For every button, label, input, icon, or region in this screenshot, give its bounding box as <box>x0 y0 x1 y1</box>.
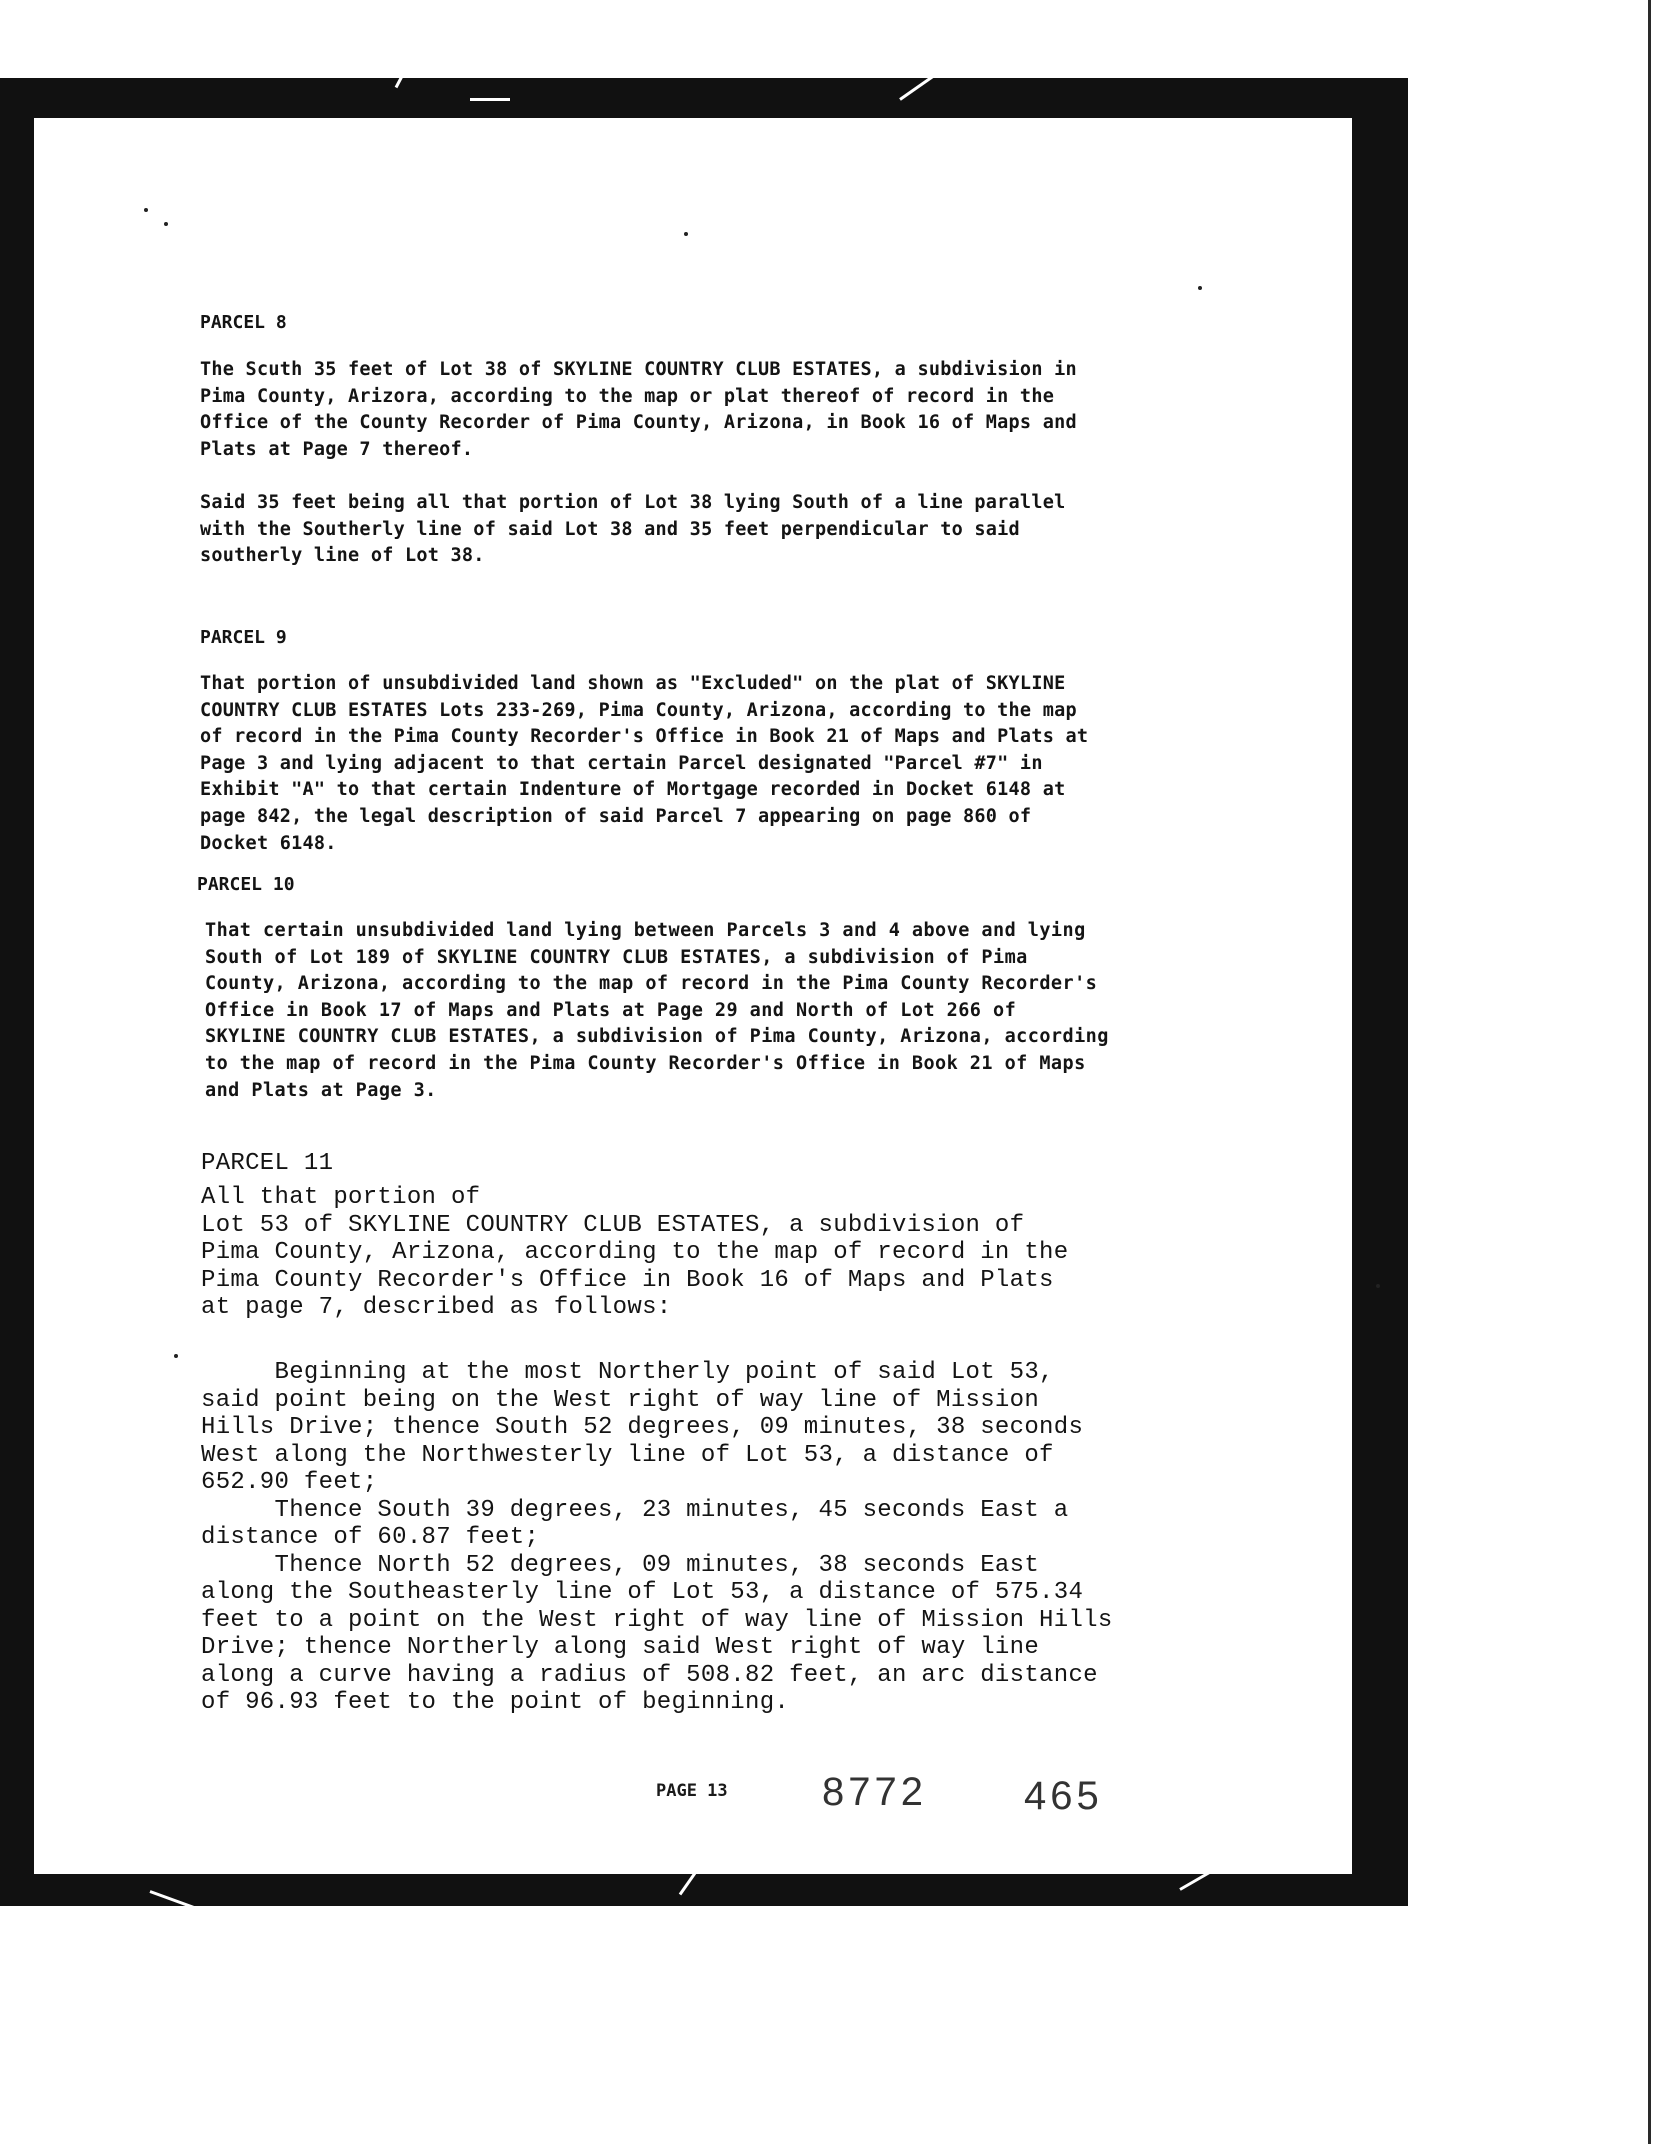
parcel-8-paragraph-1: The Scuth 35 feet of Lot 38 of SKYLINE COUNTRY CLUB ESTATES, a subdivision in Pima County, Arizora, according to the map or plat thereof of record in the Office of the County Recorder of Pima County, Arizona, in Book 16 of Maps and Plats at Page 7 thereof. <box>200 359 1077 460</box>
frame-scratch <box>149 1890 197 1910</box>
scan-speck <box>684 232 688 236</box>
frame-scratch <box>899 72 938 101</box>
photocopy-frame <box>0 78 1408 1906</box>
scan-speck <box>174 1354 178 1358</box>
parcel-11-paragraph-2: Beginning at the most Northerly point of said Lot 53, said point being on the West right of way line of Mission Hills Drive; thence South 52 degrees, 09 minutes, 38 seconds West along the Northwesterly line of Lot 53, a distance of 652.90 feet; Thence South 39 degrees, 23 minutes, 45 seconds East a distance of 60.87 feet; Thence North 52 degrees, 09 minutes, 38 seconds East along the Southeasterly line of Lot 53, a distance of 575.34 feet to a point on the West right of way line of Mission Hills Drive; thence Northerly along said West right of way line along a curve having a radius of 508.82 feet, an arc distance of 96.93 feet to the point of beginning. <box>201 1359 1113 1716</box>
parcel-9-heading: PARCEL 9 <box>200 627 287 648</box>
parcel-10-heading: PARCEL 10 <box>197 874 295 895</box>
scan-speck <box>144 208 148 212</box>
parcel-9-paragraph-1: That portion of unsubdivided land shown as "Excluded" on the plat of SKYLINE COUNTRY CLUB ESTATES Lots 233-269, Pima County, Arizona, according to the map of record in the Pima County Recorder's Office in Book 21 of Maps and Plats at Page 3 and lying adjacent to that certain Parcel designated "Parcel #7" in Exhibit "A" to that certain Indenture of Mortgage recorded in Docket 6148 at page 842, the legal description of said Parcel 7 appearing on page 860 of Docket 6148. <box>200 673 1089 854</box>
parcel-10-paragraph-1: That certain unsubdivided land lying between Parcels 3 and 4 above and lying South of Lot 189 of SKYLINE COUNTRY CLUB ESTATES, a subdivision of Pima County, Arizona, according to the map of record in the Pima County Recorder's Office in Book 17 of Maps and Plats at Page 29 and North of Lot 266 of SKYLINE COUNTRY CLUB ESTATES, a subdivision of Pima County, Arizona, according to the map of record in the Pima County Recorder's Office in Book 21 of Maps and Plats at Page 3. <box>205 920 1109 1101</box>
page-label: PAGE 13 <box>656 1781 728 1801</box>
frame-scratch <box>395 57 414 88</box>
parcel-11-heading: PARCEL 11 <box>201 1150 334 1177</box>
scan-speck <box>1376 1284 1380 1288</box>
docket-number-stamp: 8772 <box>822 1770 927 1814</box>
parcel-8-paragraph-2: Said 35 feet being all that portion of Lot 38 lying South of a line parallel with the Southerly line of said Lot 38 and 35 feet perpendicular to said southerly line of Lot 38. <box>200 492 1066 567</box>
page-number-stamp: 465 <box>1024 1774 1103 1818</box>
scan-edge-line <box>1648 0 1651 2144</box>
parcel-11-paragraph-1: All that portion of Lot 53 of SKYLINE COUNTRY CLUB ESTATES, a subdivision of Pima County, Arizona, according to the map of record in the Pima County Recorder's Office in Book 16 of Maps and Plats at page 7, described as follows: <box>201 1184 1069 1321</box>
scan-speck <box>1198 286 1202 290</box>
frame-scratch <box>470 98 510 101</box>
document-page <box>34 118 1352 1874</box>
parcel-8-heading: PARCEL 8 <box>200 312 287 333</box>
scan-speck <box>164 222 168 226</box>
